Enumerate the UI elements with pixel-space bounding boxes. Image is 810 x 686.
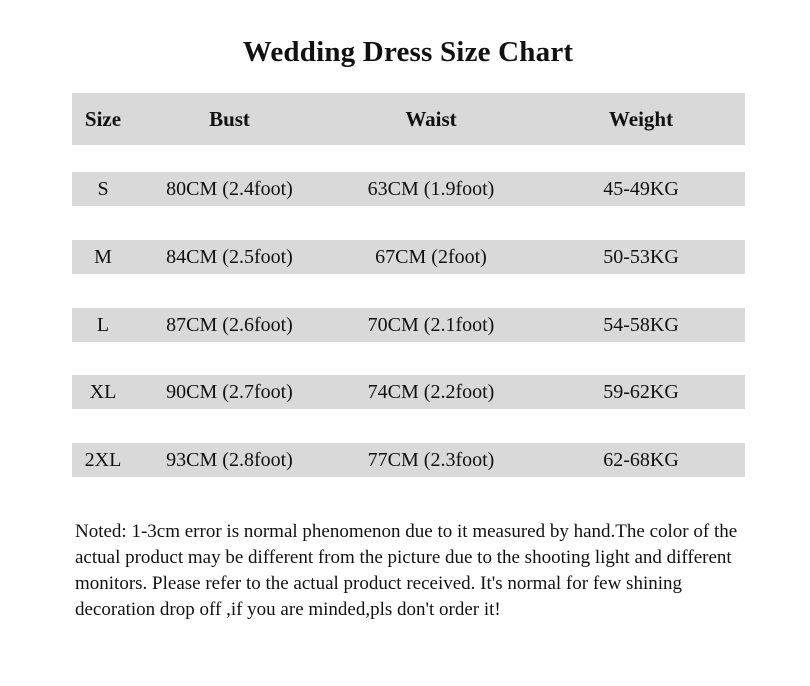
bust-cell: 93CM (2.8foot) (166, 448, 293, 471)
size-cell: XL (89, 380, 117, 403)
size-cell: L (96, 313, 110, 336)
size-cell: 2XL (84, 448, 122, 471)
weight-cell: 54-58KG (603, 313, 679, 336)
waist-cell: 74CM (2.2foot) (367, 380, 495, 403)
table-row (72, 443, 745, 477)
table-header-row (72, 93, 745, 145)
header-size: Size (84, 106, 122, 131)
weight-cell: 62-68KG (603, 448, 679, 471)
waist-cell: 67CM (2foot) (375, 245, 487, 268)
size-cell: S (97, 177, 109, 200)
header-weight: Weight (608, 106, 674, 131)
table-row (72, 240, 745, 274)
bust-cell: 90CM (2.7foot) (166, 380, 293, 403)
weight-cell: 59-62KG (603, 380, 679, 403)
bust-cell: 80CM (2.4foot) (166, 177, 293, 200)
table-row (72, 308, 745, 342)
table-row (72, 375, 745, 409)
weight-cell: 45-49KG (603, 177, 679, 200)
disclaimer-note: Noted: 1-3cm error is normal phenomenon due to it measured by hand.The color of the actual product may be different from the picture due to the shooting light and different monitors. Please refer to the actual product received. It's normal for few shining decoration drop off ,if you are minded,pls don't order it! (75, 521, 738, 620)
waist-cell: 70CM (2.1foot) (367, 313, 495, 336)
page-title: Wedding Dress Size Chart (242, 36, 574, 68)
bust-cell: 87CM (2.6foot) (166, 313, 293, 336)
header-waist: Waist (405, 106, 457, 131)
waist-cell: 77CM (2.3foot) (367, 448, 495, 471)
size-cell: M (94, 245, 112, 268)
weight-cell: 50-53KG (603, 245, 679, 268)
table-row (72, 172, 745, 206)
bust-cell: 84CM (2.5foot) (166, 245, 293, 268)
header-bust: Bust (209, 106, 250, 131)
waist-cell: 63CM (1.9foot) (367, 177, 495, 200)
